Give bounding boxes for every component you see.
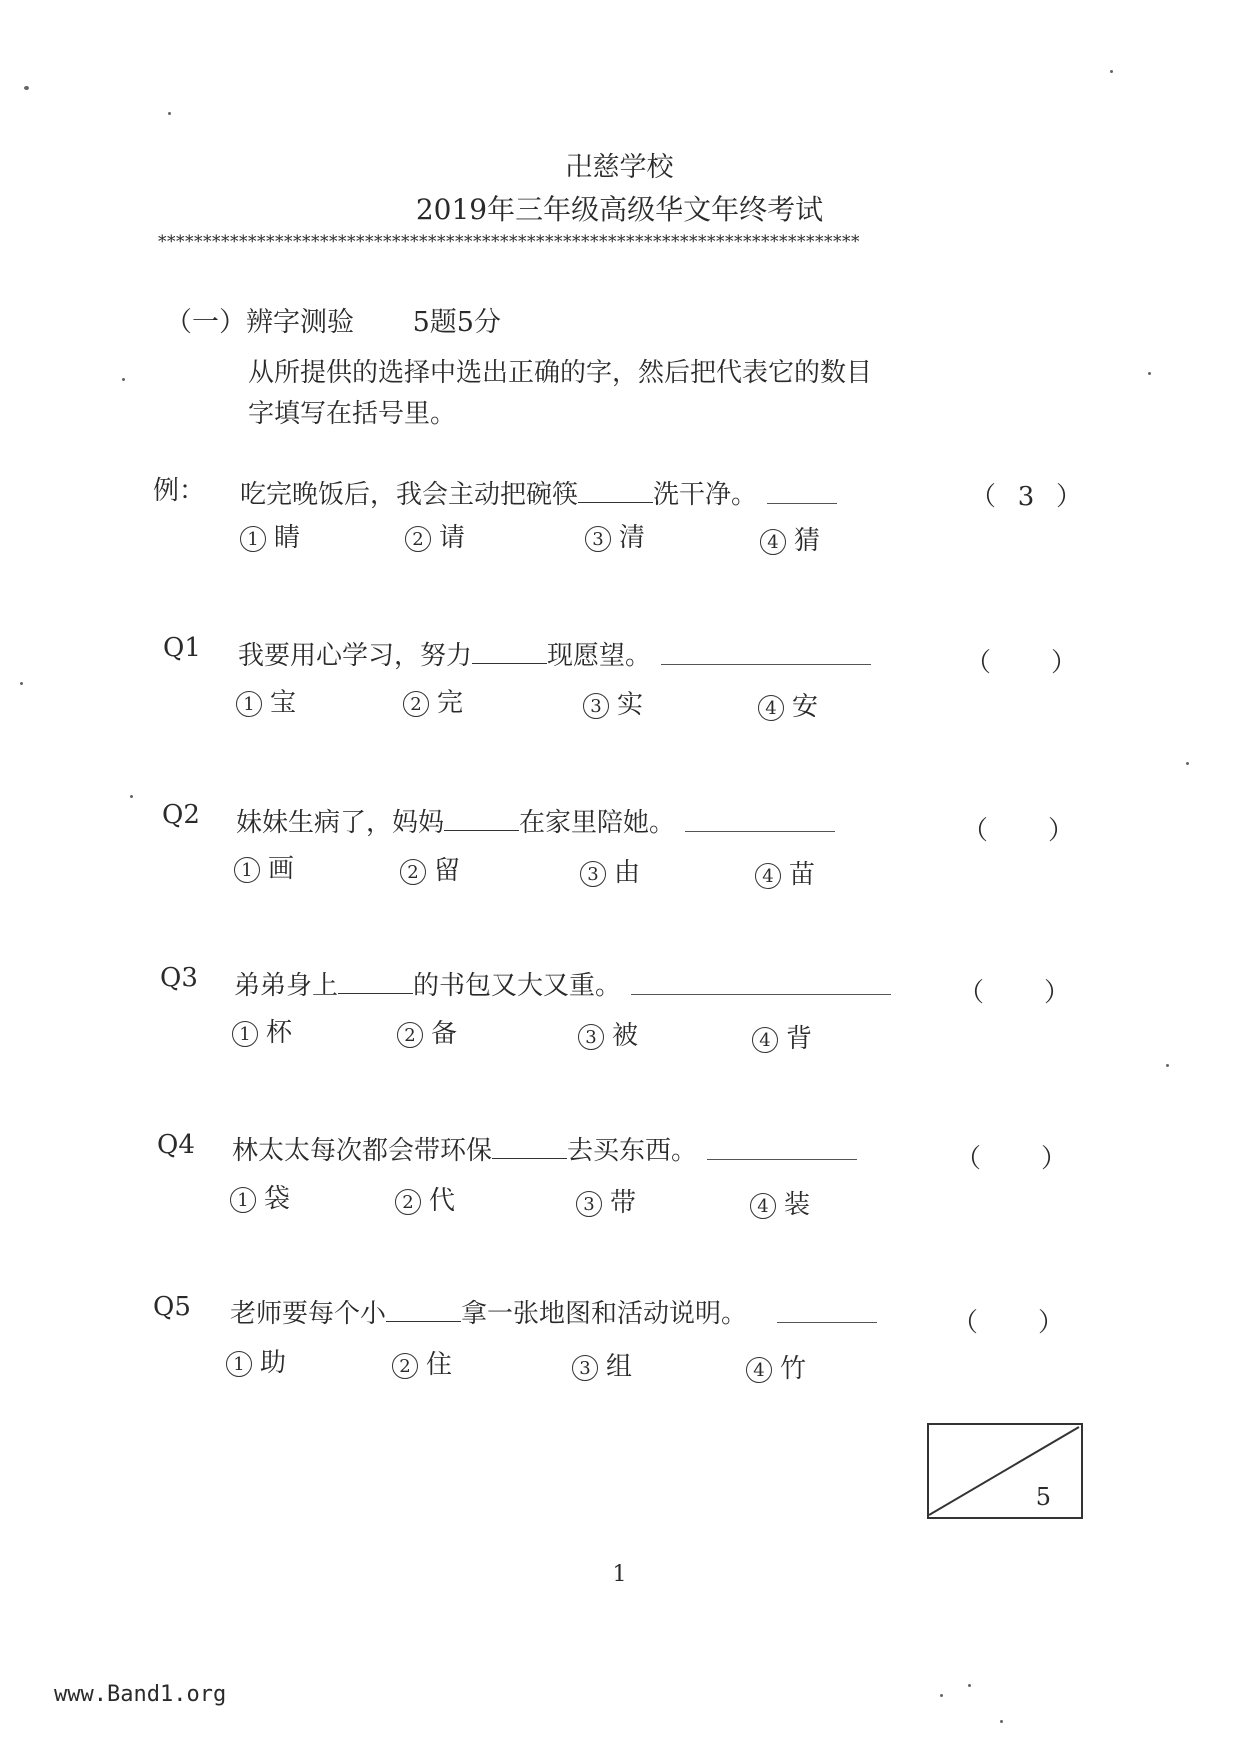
option-char: 由 [614,858,641,888]
answer-blank [578,482,653,503]
option-number-circle: 2 [403,691,429,717]
option-4 [760,520,820,557]
school-name: 卍慈学校 [565,152,674,183]
option-2 [405,517,465,554]
leader-dash [685,817,835,832]
score-box-diagonal [929,1425,1081,1517]
scan-speck [1110,70,1113,73]
option-char: 装 [784,1190,811,1220]
question-text-before: 老师要每个小 [230,1299,387,1329]
question-text-after: 的书包又大又重。 [413,971,622,1001]
question-text-before: 我要用心学习，努力 [238,641,473,671]
question-label: Q3 [160,963,198,993]
option-char: 竹 [780,1354,807,1384]
scan-speck [122,378,125,381]
answer-bracket[interactable]: （ ） [952,1308,1065,1338]
option-4 [746,1348,806,1385]
option-number-circle: 4 [755,863,781,889]
option-char: 被 [612,1021,639,1051]
option-char: 猜 [794,526,821,556]
option-char: 袋 [264,1184,291,1214]
option-number-circle: 1 [226,1351,252,1377]
option-3 [585,517,645,554]
option-1 [230,1178,290,1215]
option-number-circle: 2 [392,1353,418,1379]
option-char: 带 [610,1188,637,1218]
option-number-circle: 1 [236,691,262,717]
option-number-circle: 4 [758,695,784,721]
leader-dash [707,1145,857,1160]
question-text [238,635,871,672]
option-char: 留 [434,856,461,886]
scan-speck [1000,1720,1003,1723]
question-text [230,1293,877,1330]
option-char: 画 [268,854,295,884]
option-1 [226,1342,286,1379]
scan-speck [20,682,23,685]
option-4 [755,854,815,891]
separator-line: ****************************************************************************** [158,232,860,252]
page-number: 1 [612,1562,627,1587]
question-text [234,965,891,1002]
option-char: 睛 [274,523,301,553]
answer-blank [472,643,547,664]
question-text [232,1130,857,1167]
option-char: 实 [617,690,644,720]
question-text-after: 洗干净。 [653,480,758,510]
option-char: 完 [437,688,464,718]
option-number-circle: 3 [578,1024,604,1050]
option-number-circle: 2 [405,526,431,552]
watermark: www.Band1.org [0,1670,280,1720]
answer-bracket[interactable]: （ ） [962,816,1075,846]
question-text-after: 拿一张地图和活动说明。 [461,1299,748,1329]
leader-dash [767,489,837,504]
leader-dash [777,1308,877,1323]
option-char: 背 [786,1024,813,1054]
answer-bracket[interactable]: （ ） [958,978,1071,1008]
option-char: 代 [429,1186,456,1216]
option-3 [576,1182,636,1219]
answer-bracket[interactable]: （ ） [965,648,1078,678]
option-3 [572,1346,632,1383]
option-char: 助 [260,1348,287,1378]
option-number-circle: 1 [230,1187,256,1213]
section-marks: 5题5分 [412,307,501,338]
option-char: 清 [619,523,646,553]
option-number-circle: 2 [400,859,426,885]
option-number-circle: 3 [583,693,609,719]
option-char: 宝 [270,688,297,718]
option-number-circle: 1 [234,857,260,883]
option-2 [403,682,463,719]
option-2 [395,1180,455,1217]
option-number-circle: 4 [746,1357,772,1383]
question-label: Q4 [157,1130,195,1160]
option-1 [234,848,294,885]
option-1 [236,682,296,719]
option-3 [580,852,640,889]
option-number-circle: 4 [750,1193,776,1219]
option-2 [397,1013,457,1050]
question-text-after: 在家里陪她。 [519,808,676,838]
option-4 [752,1018,812,1055]
scan-speck [1166,1064,1169,1067]
question-label: Q5 [153,1292,191,1322]
scan-speck [168,112,171,115]
question-text [240,474,837,511]
option-number-circle: 1 [240,526,266,552]
option-number-circle: 3 [585,526,611,552]
question-text-before: 林太太每次都会带环保 [232,1136,493,1166]
score-box [927,1423,1083,1519]
option-char: 苗 [789,860,816,890]
option-4 [750,1184,810,1221]
answer-blank [444,810,519,831]
scan-speck [130,795,133,798]
option-char: 安 [792,692,819,722]
instruction-line-2: 字填写在括号里。 [248,399,457,429]
option-3 [583,684,643,721]
score-total: 5 [1035,1483,1051,1511]
option-number-circle: 3 [572,1355,598,1381]
option-2 [400,850,460,887]
instruction-line-1: 从所提供的选择中选出正确的字，然后把代表它的数目 [248,358,873,388]
option-number-circle: 2 [395,1189,421,1215]
question-text-before: 弟弟身上 [234,971,339,1001]
option-number-circle: 2 [397,1022,423,1048]
scan-speck [940,1694,943,1697]
question-label: 例： [153,476,206,506]
answer-blank [386,1301,461,1322]
answer-blank [338,973,413,994]
option-char: 杯 [266,1018,293,1048]
option-number-circle: 3 [576,1191,602,1217]
answer-blank [492,1138,567,1159]
question-text-after: 现愿望。 [547,641,652,671]
option-4 [758,686,818,723]
question-label: Q2 [162,800,200,830]
scan-speck [24,86,29,90]
question-text-before: 吃完晚饭后，我会主动把碗筷 [240,480,579,510]
option-number-circle: 1 [232,1021,258,1047]
option-3 [578,1015,638,1052]
answer-value: 3 [1017,482,1035,512]
exam-title: 2019年三年级高级华文年终考试 [415,193,824,226]
question-text [236,802,835,839]
option-char: 住 [426,1350,453,1380]
option-number-circle: 3 [580,861,606,887]
answer-bracket: （ 3 ） [970,482,1083,512]
section-heading [165,300,501,339]
option-number-circle: 4 [752,1027,778,1053]
leader-dash [631,980,891,995]
scan-speck [968,1684,971,1687]
option-1 [240,517,300,554]
option-char: 组 [606,1352,633,1382]
question-text-after: 去买东西。 [567,1136,698,1166]
option-char: 备 [431,1019,458,1049]
leader-dash [661,650,871,665]
option-1 [232,1012,292,1049]
option-2 [392,1344,452,1381]
option-number-circle: 4 [760,529,786,555]
scan-speck [1186,762,1189,765]
answer-bracket[interactable]: （ ） [955,1144,1068,1174]
question-text-before: 妹妹生病了，妈妈 [236,808,445,838]
option-char: 请 [439,523,466,553]
section-title: （一）辨字测验 [165,307,354,338]
question-label: Q1 [163,633,201,663]
scan-speck [1148,372,1151,375]
